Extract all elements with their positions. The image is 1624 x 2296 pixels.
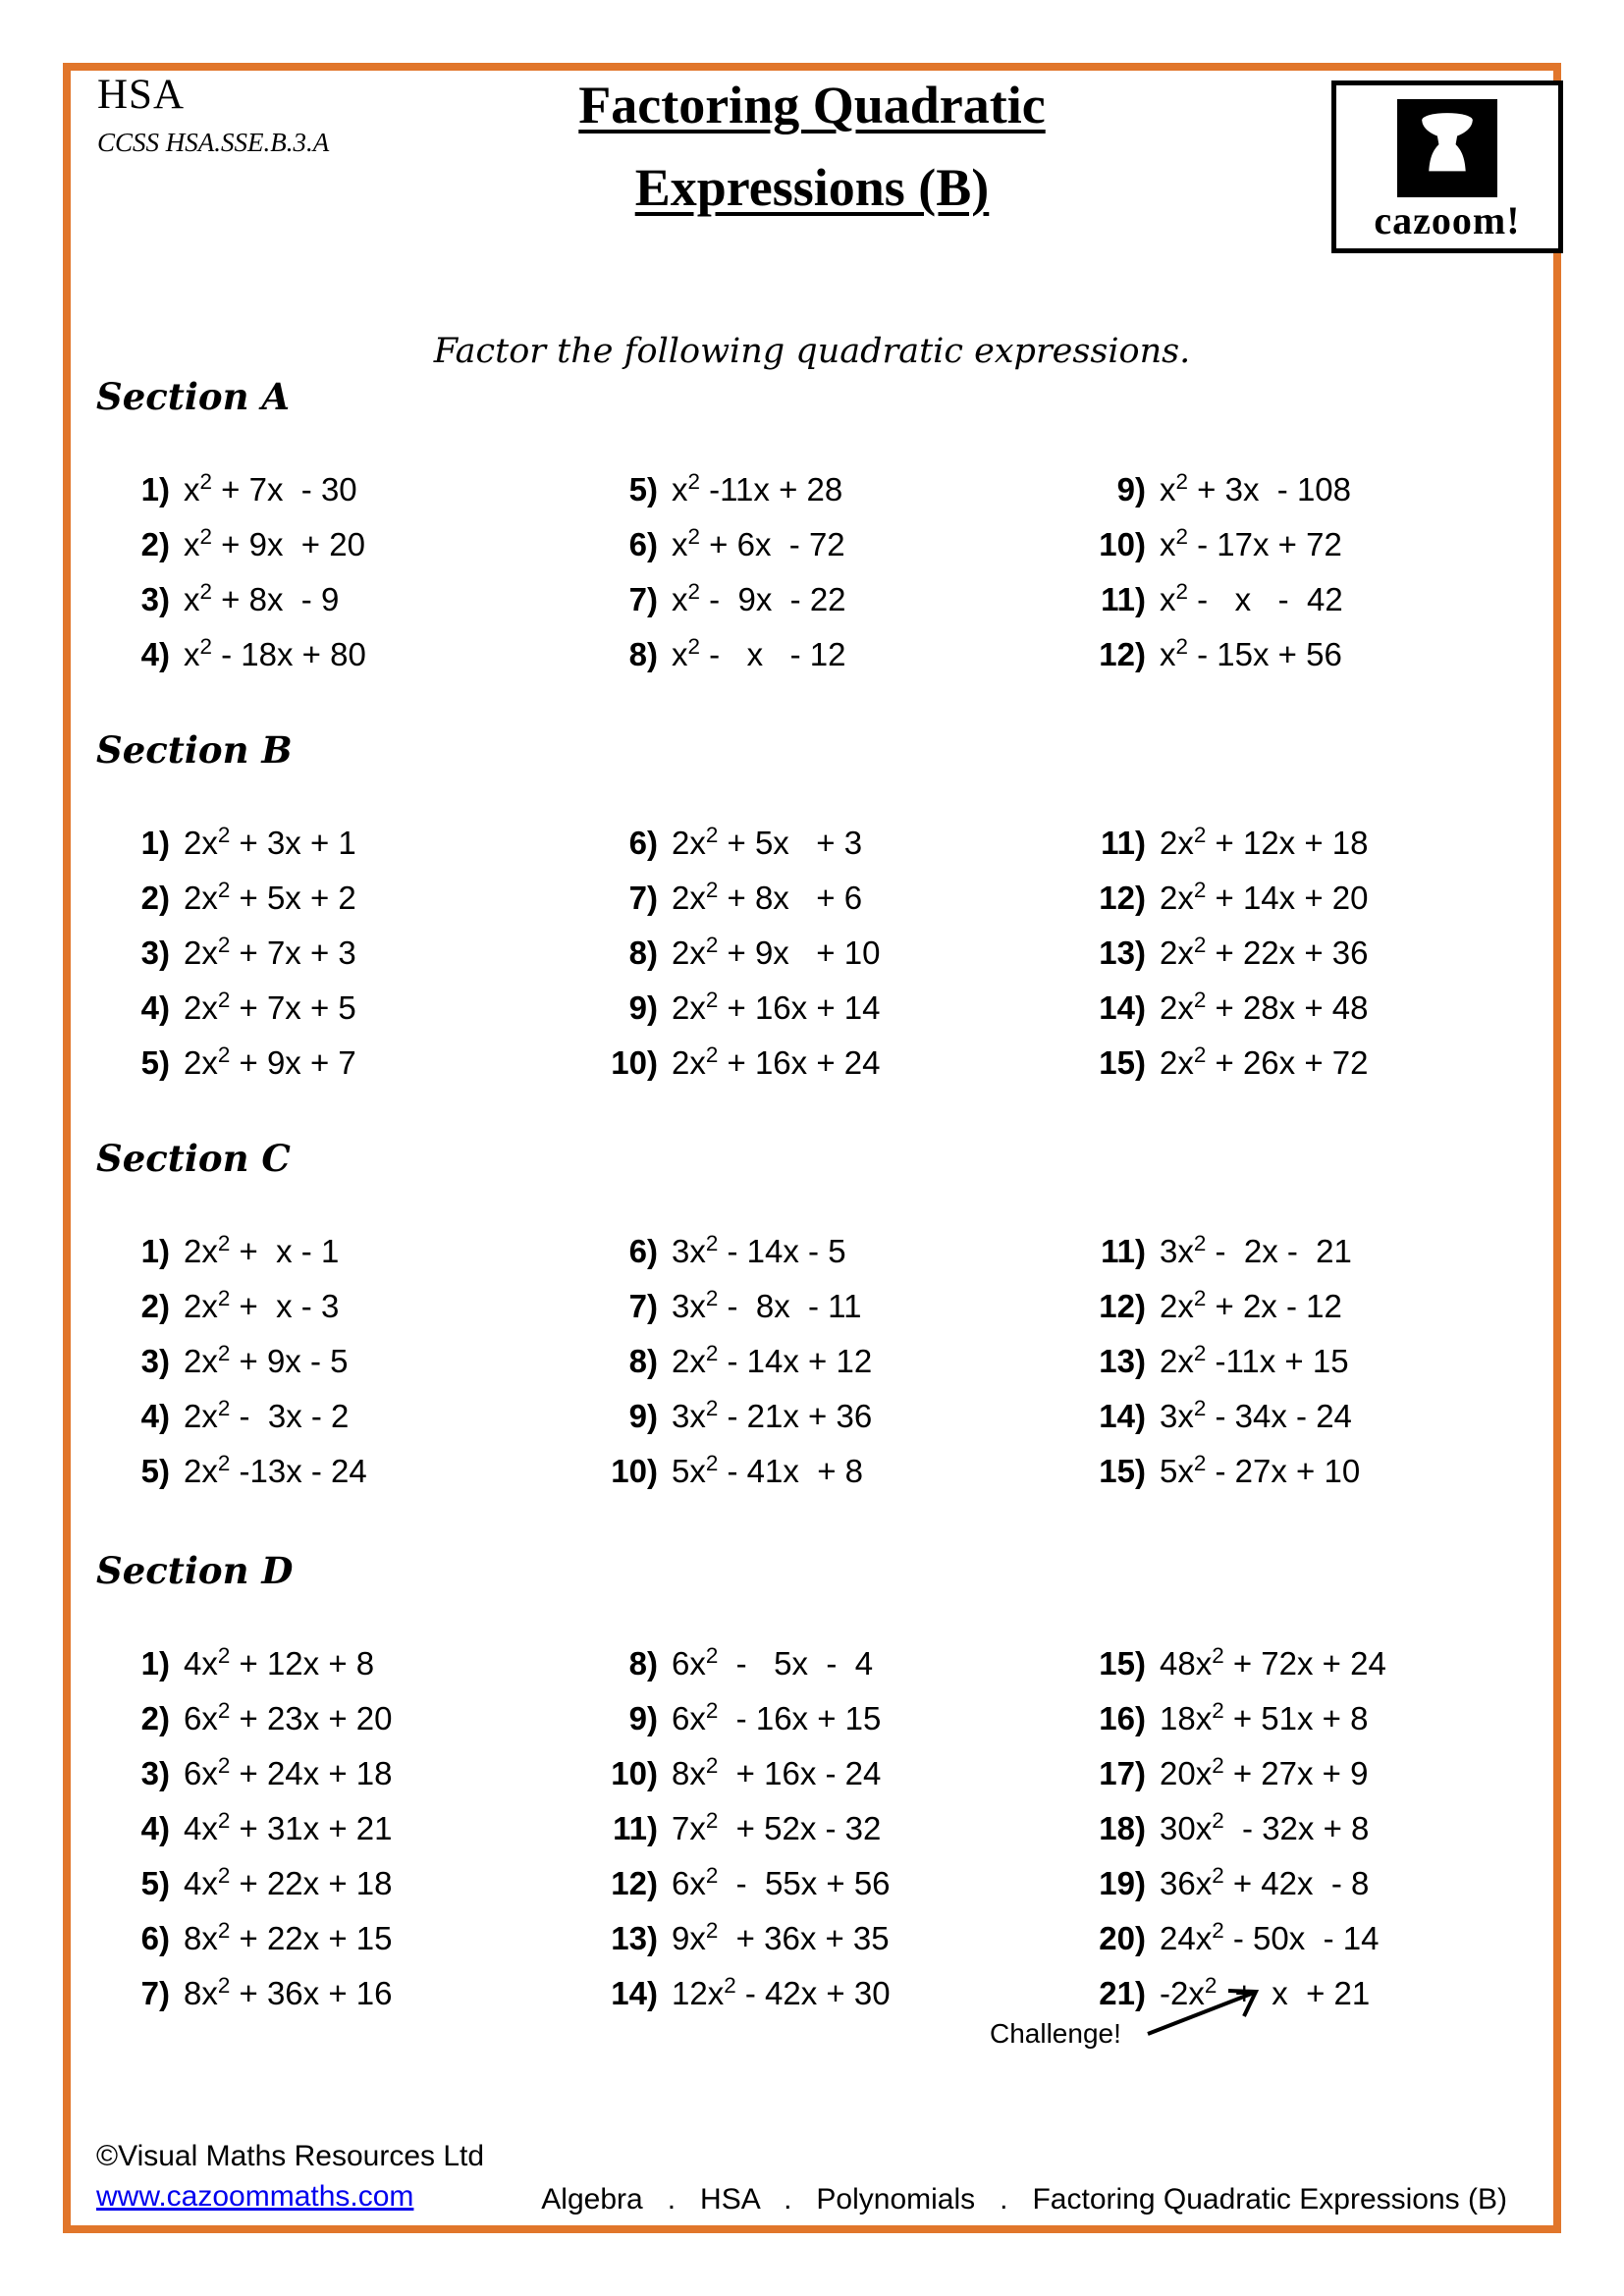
problem-number: 4) <box>140 636 170 673</box>
section-c <box>96 1137 1540 1506</box>
problem-column <box>584 1643 1072 2028</box>
worksheet-instruction: Factor the following quadratic expressions. <box>433 332 1191 371</box>
problem-number: 2) <box>140 880 170 917</box>
problem-item <box>584 1042 1072 1097</box>
problem-item <box>1072 1753 1560 1808</box>
problem-item <box>96 1451 584 1506</box>
problem-number: 19) <box>1099 1865 1146 1902</box>
problem-number: 7) <box>628 1288 658 1325</box>
exponent: 2 <box>217 933 231 958</box>
problem-expression: $x^2 - 17x + 72$ <box>1160 524 1342 563</box>
exponent: 2 <box>217 1808 231 1834</box>
problem-expression: $3x^2 - 8x - 11$ <box>672 1286 862 1325</box>
problem-item <box>96 1042 584 1097</box>
section-heading: Section B <box>96 728 293 772</box>
problem-item <box>1072 1231 1560 1286</box>
problem-number: 2) <box>140 1288 170 1325</box>
problem-number: 9) <box>628 1700 658 1737</box>
exponent: 2 <box>705 988 719 1013</box>
problem-number: 4) <box>140 1398 170 1435</box>
problem-expression: $x^2 + 9x + 20$ <box>184 524 365 563</box>
problem-expression: $48x^2 + 72x + 24$ <box>1160 1643 1386 1682</box>
problem-number: 20) <box>1099 1920 1146 1957</box>
problem-number: 10) <box>1099 526 1146 563</box>
problem-expression: $9x^2 + 36x + 35$ <box>672 1918 890 1957</box>
problem-expression: $36x^2 + 42x - 8$ <box>1160 1863 1370 1902</box>
exponent: 2 <box>1193 1341 1207 1366</box>
exponent: 2 <box>1175 524 1188 550</box>
problem-item <box>96 1231 584 1286</box>
exponent: 2 <box>1212 1753 1224 1779</box>
standard-reference: CCSS HSA.SSE.B.3.A <box>97 128 330 157</box>
problem-expression: $2x^2 + 7x + 3$ <box>184 933 356 972</box>
problem-number: 3) <box>140 1755 170 1792</box>
problem-number: 8) <box>628 1645 658 1682</box>
exponent: 2 <box>687 524 700 550</box>
problem-number: 4) <box>140 1810 170 1847</box>
problem-expression: $2x^2$ -11x + 15 <box>1160 1341 1349 1380</box>
problem-number: 5) <box>628 471 658 508</box>
exponent: 2 <box>1212 1698 1224 1724</box>
problem-item <box>1072 1451 1560 1506</box>
problem-item <box>1072 469 1560 524</box>
problem-item <box>1072 1042 1560 1097</box>
problem-expression: $6x^2 + 23x + 20$ <box>184 1698 393 1737</box>
problem-item <box>584 524 1072 579</box>
problem-expression: $x^2$ - x - 12 <box>672 634 846 673</box>
section-d <box>96 1549 1540 2028</box>
problem-item <box>584 1753 1072 1808</box>
problem-item <box>1072 634 1560 689</box>
exponent: 2 <box>199 524 212 550</box>
exponent: 2 <box>705 1451 719 1476</box>
problem-expression: $6x^2 - 55x + 56$ <box>672 1863 891 1902</box>
problem-number: 13) <box>611 1920 658 1957</box>
problem-expression: $2x^2 + 26x + 72$ <box>1160 1042 1369 1082</box>
exponent: 2 <box>705 1231 719 1256</box>
problem-number: 6) <box>628 526 658 563</box>
exponent: 2 <box>217 1341 231 1366</box>
exponent: 2 <box>1175 579 1188 605</box>
problem-item <box>584 823 1072 878</box>
djembe-drum-icon <box>1409 108 1486 188</box>
problem-number: 9) <box>628 989 658 1027</box>
section-columns <box>96 1643 1540 2028</box>
exponent: 2 <box>217 1698 231 1724</box>
logo-drum-panel <box>1397 99 1497 197</box>
exponent: 2 <box>1175 634 1188 660</box>
problem-expression: $2x^2 + 3x + 1$ <box>184 823 356 862</box>
problem-expression: $6x^2 + 24x + 18$ <box>184 1753 393 1792</box>
problem-number: 5) <box>140 1044 170 1082</box>
problem-expression: $2x^2 + 5x + 3$ <box>672 823 863 862</box>
problem-column <box>584 823 1072 1097</box>
problem-item <box>584 1643 1072 1698</box>
copyright-text: ©Visual Maths Resources Ltd <box>96 2140 485 2172</box>
problem-number: 3) <box>140 1343 170 1380</box>
problem-number: 17) <box>1099 1755 1146 1792</box>
problem-column <box>96 1231 584 1506</box>
problem-number: 12) <box>611 1865 658 1902</box>
problem-number: 2) <box>140 1700 170 1737</box>
problem-expression: $18x^2 + 51x + 8$ <box>1160 1698 1369 1737</box>
section-b <box>96 728 1540 1097</box>
exponent: 2 <box>705 1643 719 1669</box>
problem-item <box>584 1863 1072 1918</box>
problem-expression: $x^2 + 8x - 9$ <box>184 579 340 618</box>
problem-number: 8) <box>628 636 658 673</box>
problem-expression: $x^2$ - x - 42 <box>1160 579 1343 618</box>
problem-item <box>96 933 584 988</box>
problem-expression: $7x^2 + 52x - 32$ <box>672 1808 882 1847</box>
problem-expression: $x^2 - 18x + 80$ <box>184 634 366 673</box>
exponent: 2 <box>217 1286 231 1311</box>
exponent: 2 <box>217 1863 231 1889</box>
problem-number: 10) <box>611 1453 658 1490</box>
problem-item <box>96 1973 584 2028</box>
problem-expression: $2x^2 + 9x - 5$ <box>184 1341 349 1380</box>
problem-number: 7) <box>628 581 658 618</box>
problem-item <box>96 579 584 634</box>
exponent: 2 <box>199 469 212 495</box>
problem-number: 15) <box>1099 1453 1146 1490</box>
problem-item <box>1072 1341 1560 1396</box>
exponent: 2 <box>1212 1643 1224 1669</box>
problem-expression: $x^2 + 3x - 108$ <box>1160 469 1351 508</box>
problem-number: 11) <box>1101 1233 1146 1270</box>
problem-item <box>1072 524 1560 579</box>
exponent: 2 <box>217 823 231 848</box>
exponent: 2 <box>217 1973 231 1999</box>
problem-number: 3) <box>140 581 170 618</box>
problem-expression: $2x^2 + 12x + 18$ <box>1160 823 1369 862</box>
problem-number: 13) <box>1099 934 1146 972</box>
problem-expression: $8x^2 + 36x + 16$ <box>184 1973 393 2012</box>
problem-item <box>1072 878 1560 933</box>
problem-number: 5) <box>140 1865 170 1902</box>
problem-column <box>1072 1643 1560 2028</box>
exponent: 2 <box>217 1396 231 1421</box>
problem-number: 6) <box>140 1920 170 1957</box>
problem-number: 3) <box>140 934 170 972</box>
logo-wordmark: cazoom! <box>1374 198 1521 242</box>
problem-number: 12) <box>1099 880 1146 917</box>
problem-item <box>1072 933 1560 988</box>
problem-number: 11) <box>1101 825 1146 862</box>
problem-expression: $2x^2 + 9x + 7$ <box>184 1042 356 1082</box>
exponent: 2 <box>217 878 231 903</box>
problem-item <box>1072 988 1560 1042</box>
problem-expression: $2x^2 + 28x + 48$ <box>1160 988 1369 1027</box>
problem-item <box>584 1918 1072 1973</box>
problem-expression: $x^2 - 9x - 22$ <box>672 579 846 618</box>
problem-expression: $3x^2 - 21x + 36$ <box>672 1396 873 1435</box>
problem-expression: $x^2$ -11x + 28 <box>672 469 843 508</box>
problem-number: 12) <box>1099 636 1146 673</box>
problem-number: 7) <box>140 1975 170 2012</box>
problem-expression: $24x^2 - 50x - 14$ <box>1160 1918 1380 1957</box>
exponent: 2 <box>217 1753 231 1779</box>
exponent: 2 <box>199 579 212 605</box>
exponent: 2 <box>705 1808 719 1834</box>
problem-expression: $2x^2 + 14x + 20$ <box>1160 878 1369 917</box>
exponent: 2 <box>1193 1286 1207 1311</box>
section-heading: Section A <box>96 375 291 418</box>
problem-expression: $2x^2 + 16x + 24$ <box>672 1042 881 1082</box>
exponent: 2 <box>1193 823 1207 848</box>
exponent: 2 <box>217 1918 231 1944</box>
problem-item <box>96 1643 584 1698</box>
exponent: 2 <box>705 1286 719 1311</box>
problem-item <box>1072 579 1560 634</box>
problem-expression: $2x^2 + x - 1$ <box>184 1231 340 1270</box>
exponent: 2 <box>1193 1042 1207 1068</box>
problem-number: 10) <box>611 1755 658 1792</box>
problem-number: 9) <box>628 1398 658 1435</box>
page-title-line2: Expressions (B) <box>634 157 990 217</box>
problem-item <box>1072 1698 1560 1753</box>
problem-number: 15) <box>1099 1044 1146 1082</box>
problem-column <box>96 1643 584 2028</box>
problem-item <box>96 823 584 878</box>
problem-column <box>96 823 584 1097</box>
cazoom-logo <box>1331 80 1563 253</box>
problem-expression: $2x^2 - 3x - 2$ <box>184 1396 350 1435</box>
problem-item <box>584 1451 1072 1506</box>
problem-item <box>96 1808 584 1863</box>
problem-expression: $5x^2 - 27x + 10$ <box>1160 1451 1361 1490</box>
problem-item <box>96 988 584 1042</box>
problem-expression: $8x^2 + 22x + 15$ <box>184 1918 393 1957</box>
section-heading: Section D <box>96 1549 294 1592</box>
problem-item <box>96 634 584 689</box>
challenge-arrow-icon <box>1142 1981 1270 2042</box>
problem-item <box>584 634 1072 689</box>
problem-expression: $4x^2 + 12x + 8$ <box>184 1643 375 1682</box>
problem-expression: $2x^2 + 7x + 5$ <box>184 988 356 1027</box>
problem-item <box>1072 1918 1560 1973</box>
problem-item <box>96 1341 584 1396</box>
problem-expression: $-2x^2 + x + 21$ <box>1160 1973 1371 2012</box>
problem-column <box>1072 823 1560 1097</box>
problem-expression: $30x^2 - 32x + 8$ <box>1160 1808 1370 1847</box>
exponent: 2 <box>217 1451 231 1476</box>
problem-column <box>584 469 1072 689</box>
problem-number: 14) <box>1099 1398 1146 1435</box>
problem-number: 1) <box>140 1233 170 1270</box>
exponent: 2 <box>705 1753 719 1779</box>
problem-expression: $2x^2 - 14x + 12$ <box>672 1341 873 1380</box>
problem-number: 9) <box>1116 471 1146 508</box>
exponent: 2 <box>687 634 700 660</box>
exponent: 2 <box>705 1698 719 1724</box>
problem-number: 10) <box>611 1044 658 1082</box>
problem-expression: $2x^2 + 8x + 6$ <box>672 878 863 917</box>
problem-number: 1) <box>140 471 170 508</box>
problem-number: 13) <box>1099 1343 1146 1380</box>
exponent: 2 <box>1193 988 1207 1013</box>
section-columns <box>96 823 1540 1097</box>
exponent: 2 <box>217 1643 231 1669</box>
problem-number: 15) <box>1099 1645 1146 1682</box>
problem-item <box>96 1753 584 1808</box>
problem-expression: $x^2 + 7x - 30$ <box>184 469 357 508</box>
problem-column <box>1072 469 1560 689</box>
problem-number: 7) <box>628 880 658 917</box>
problem-item <box>584 988 1072 1042</box>
problem-item <box>584 933 1072 988</box>
problem-expression: $6x^2 - 5x - 4$ <box>672 1643 874 1682</box>
exponent: 2 <box>217 988 231 1013</box>
exponent: 2 <box>1193 1451 1207 1476</box>
exponent: 2 <box>1193 1396 1207 1421</box>
exponent: 2 <box>1212 1808 1224 1834</box>
problem-expression: $5x^2 - 41x + 8$ <box>672 1451 864 1490</box>
problem-column <box>1072 1231 1560 1506</box>
problem-column <box>584 1231 1072 1506</box>
section-columns <box>96 1231 1540 1506</box>
exponent: 2 <box>687 469 700 495</box>
problem-item <box>584 469 1072 524</box>
problem-expression: $6x^2 - 16x + 15$ <box>672 1698 882 1737</box>
problem-number: 5) <box>140 1453 170 1490</box>
problem-expression: $3x^2 - 14x - 5$ <box>672 1231 846 1270</box>
problem-number: 14) <box>1099 989 1146 1027</box>
problem-number: 14) <box>611 1975 658 2012</box>
problem-expression: $3x^2 - 34x - 24$ <box>1160 1396 1352 1435</box>
problem-item <box>1072 1286 1560 1341</box>
problem-item <box>584 1698 1072 1753</box>
problem-column <box>96 469 584 689</box>
problem-number: 21) <box>1099 1975 1146 2012</box>
problem-expression: $4x^2 + 31x + 21$ <box>184 1808 393 1847</box>
exponent: 2 <box>705 1396 719 1421</box>
exponent: 2 <box>705 878 719 903</box>
problem-number: 6) <box>628 825 658 862</box>
exponent: 2 <box>199 634 212 660</box>
problem-expression: $2x^2 + 22x + 36$ <box>1160 933 1369 972</box>
problem-item <box>1072 823 1560 878</box>
exponent: 2 <box>217 1231 231 1256</box>
problem-expression: $x^2 - 15x + 56$ <box>1160 634 1342 673</box>
problem-expression: $20x^2 + 27x + 9$ <box>1160 1753 1369 1792</box>
problem-number: 1) <box>140 1645 170 1682</box>
problem-item <box>1072 1396 1560 1451</box>
problem-expression: $2x^2 + 9x + 10$ <box>672 933 881 972</box>
problem-item <box>584 1396 1072 1451</box>
exponent: 2 <box>1212 1918 1224 1944</box>
exponent: 2 <box>1193 933 1207 958</box>
exponent: 2 <box>705 1863 719 1889</box>
problem-item <box>584 1286 1072 1341</box>
course-code: HSA <box>97 72 186 118</box>
breadcrumb: Algebra . HSA . Polynomials . Factoring Quadratic Expressions (B) <box>541 2183 1507 2216</box>
exponent: 2 <box>1204 1973 1218 1999</box>
problem-item <box>96 1396 584 1451</box>
section-heading: Section C <box>96 1137 291 1180</box>
problem-expression: $12x^2 - 42x + 30$ <box>672 1973 891 2012</box>
website-link[interactable]: www.cazoommaths.com <box>96 2180 414 2213</box>
problem-item <box>96 1698 584 1753</box>
problem-number: 11) <box>613 1810 658 1847</box>
problem-item <box>96 1286 584 1341</box>
problem-item <box>96 469 584 524</box>
problem-expression: $2x^2 + 2x - 12$ <box>1160 1286 1342 1325</box>
problem-number: 16) <box>1099 1700 1146 1737</box>
section-columns <box>96 469 1540 689</box>
exponent: 2 <box>705 1918 719 1944</box>
problem-item <box>1072 1808 1560 1863</box>
problem-expression: $2x^2 + x - 3$ <box>184 1286 340 1325</box>
problem-number: 1) <box>140 825 170 862</box>
problem-number: 8) <box>628 1343 658 1380</box>
exponent: 2 <box>1193 1231 1207 1256</box>
exponent: 2 <box>705 823 719 848</box>
exponent: 2 <box>1212 1863 1224 1889</box>
problem-item <box>584 1341 1072 1396</box>
problem-expression: $2x^2 + 16x + 14$ <box>672 988 881 1027</box>
problem-expression: $2x^2$ -13x - 24 <box>184 1451 367 1490</box>
exponent: 2 <box>217 1042 231 1068</box>
exponent: 2 <box>1175 469 1188 495</box>
problem-number: 8) <box>628 934 658 972</box>
problem-item <box>584 878 1072 933</box>
problem-number: 6) <box>628 1233 658 1270</box>
problem-item <box>584 1231 1072 1286</box>
problem-expression: $x^2 + 6x - 72$ <box>672 524 845 563</box>
problem-item <box>96 878 584 933</box>
problem-expression: $2x^2 + 5x + 2$ <box>184 878 356 917</box>
problem-item <box>584 1808 1072 1863</box>
exponent: 2 <box>705 1042 719 1068</box>
problem-number: 18) <box>1099 1810 1146 1847</box>
exponent: 2 <box>705 933 719 958</box>
exponent: 2 <box>705 1341 719 1366</box>
problem-item <box>96 1918 584 1973</box>
problem-item <box>1072 1863 1560 1918</box>
problem-expression: $8x^2 + 16x - 24$ <box>672 1753 882 1792</box>
problem-number: 11) <box>1101 581 1146 618</box>
problem-item <box>584 579 1072 634</box>
problem-item <box>96 524 584 579</box>
problem-number: 2) <box>140 526 170 563</box>
page-title-line1: Factoring Quadratic <box>578 76 1046 134</box>
problem-number: 4) <box>140 989 170 1027</box>
problem-item <box>1072 1643 1560 1698</box>
exponent: 2 <box>1193 878 1207 903</box>
problem-expression: $4x^2 + 22x + 18$ <box>184 1863 393 1902</box>
problem-expression: $3x^2 - 2x - 21$ <box>1160 1231 1352 1270</box>
problem-item <box>96 1863 584 1918</box>
page-title <box>370 65 1254 229</box>
exponent: 2 <box>687 579 700 605</box>
section-a <box>96 375 1540 689</box>
exponent: 2 <box>724 1973 736 1999</box>
challenge-label: Challenge! <box>990 2018 1121 2049</box>
problem-number: 12) <box>1099 1288 1146 1325</box>
